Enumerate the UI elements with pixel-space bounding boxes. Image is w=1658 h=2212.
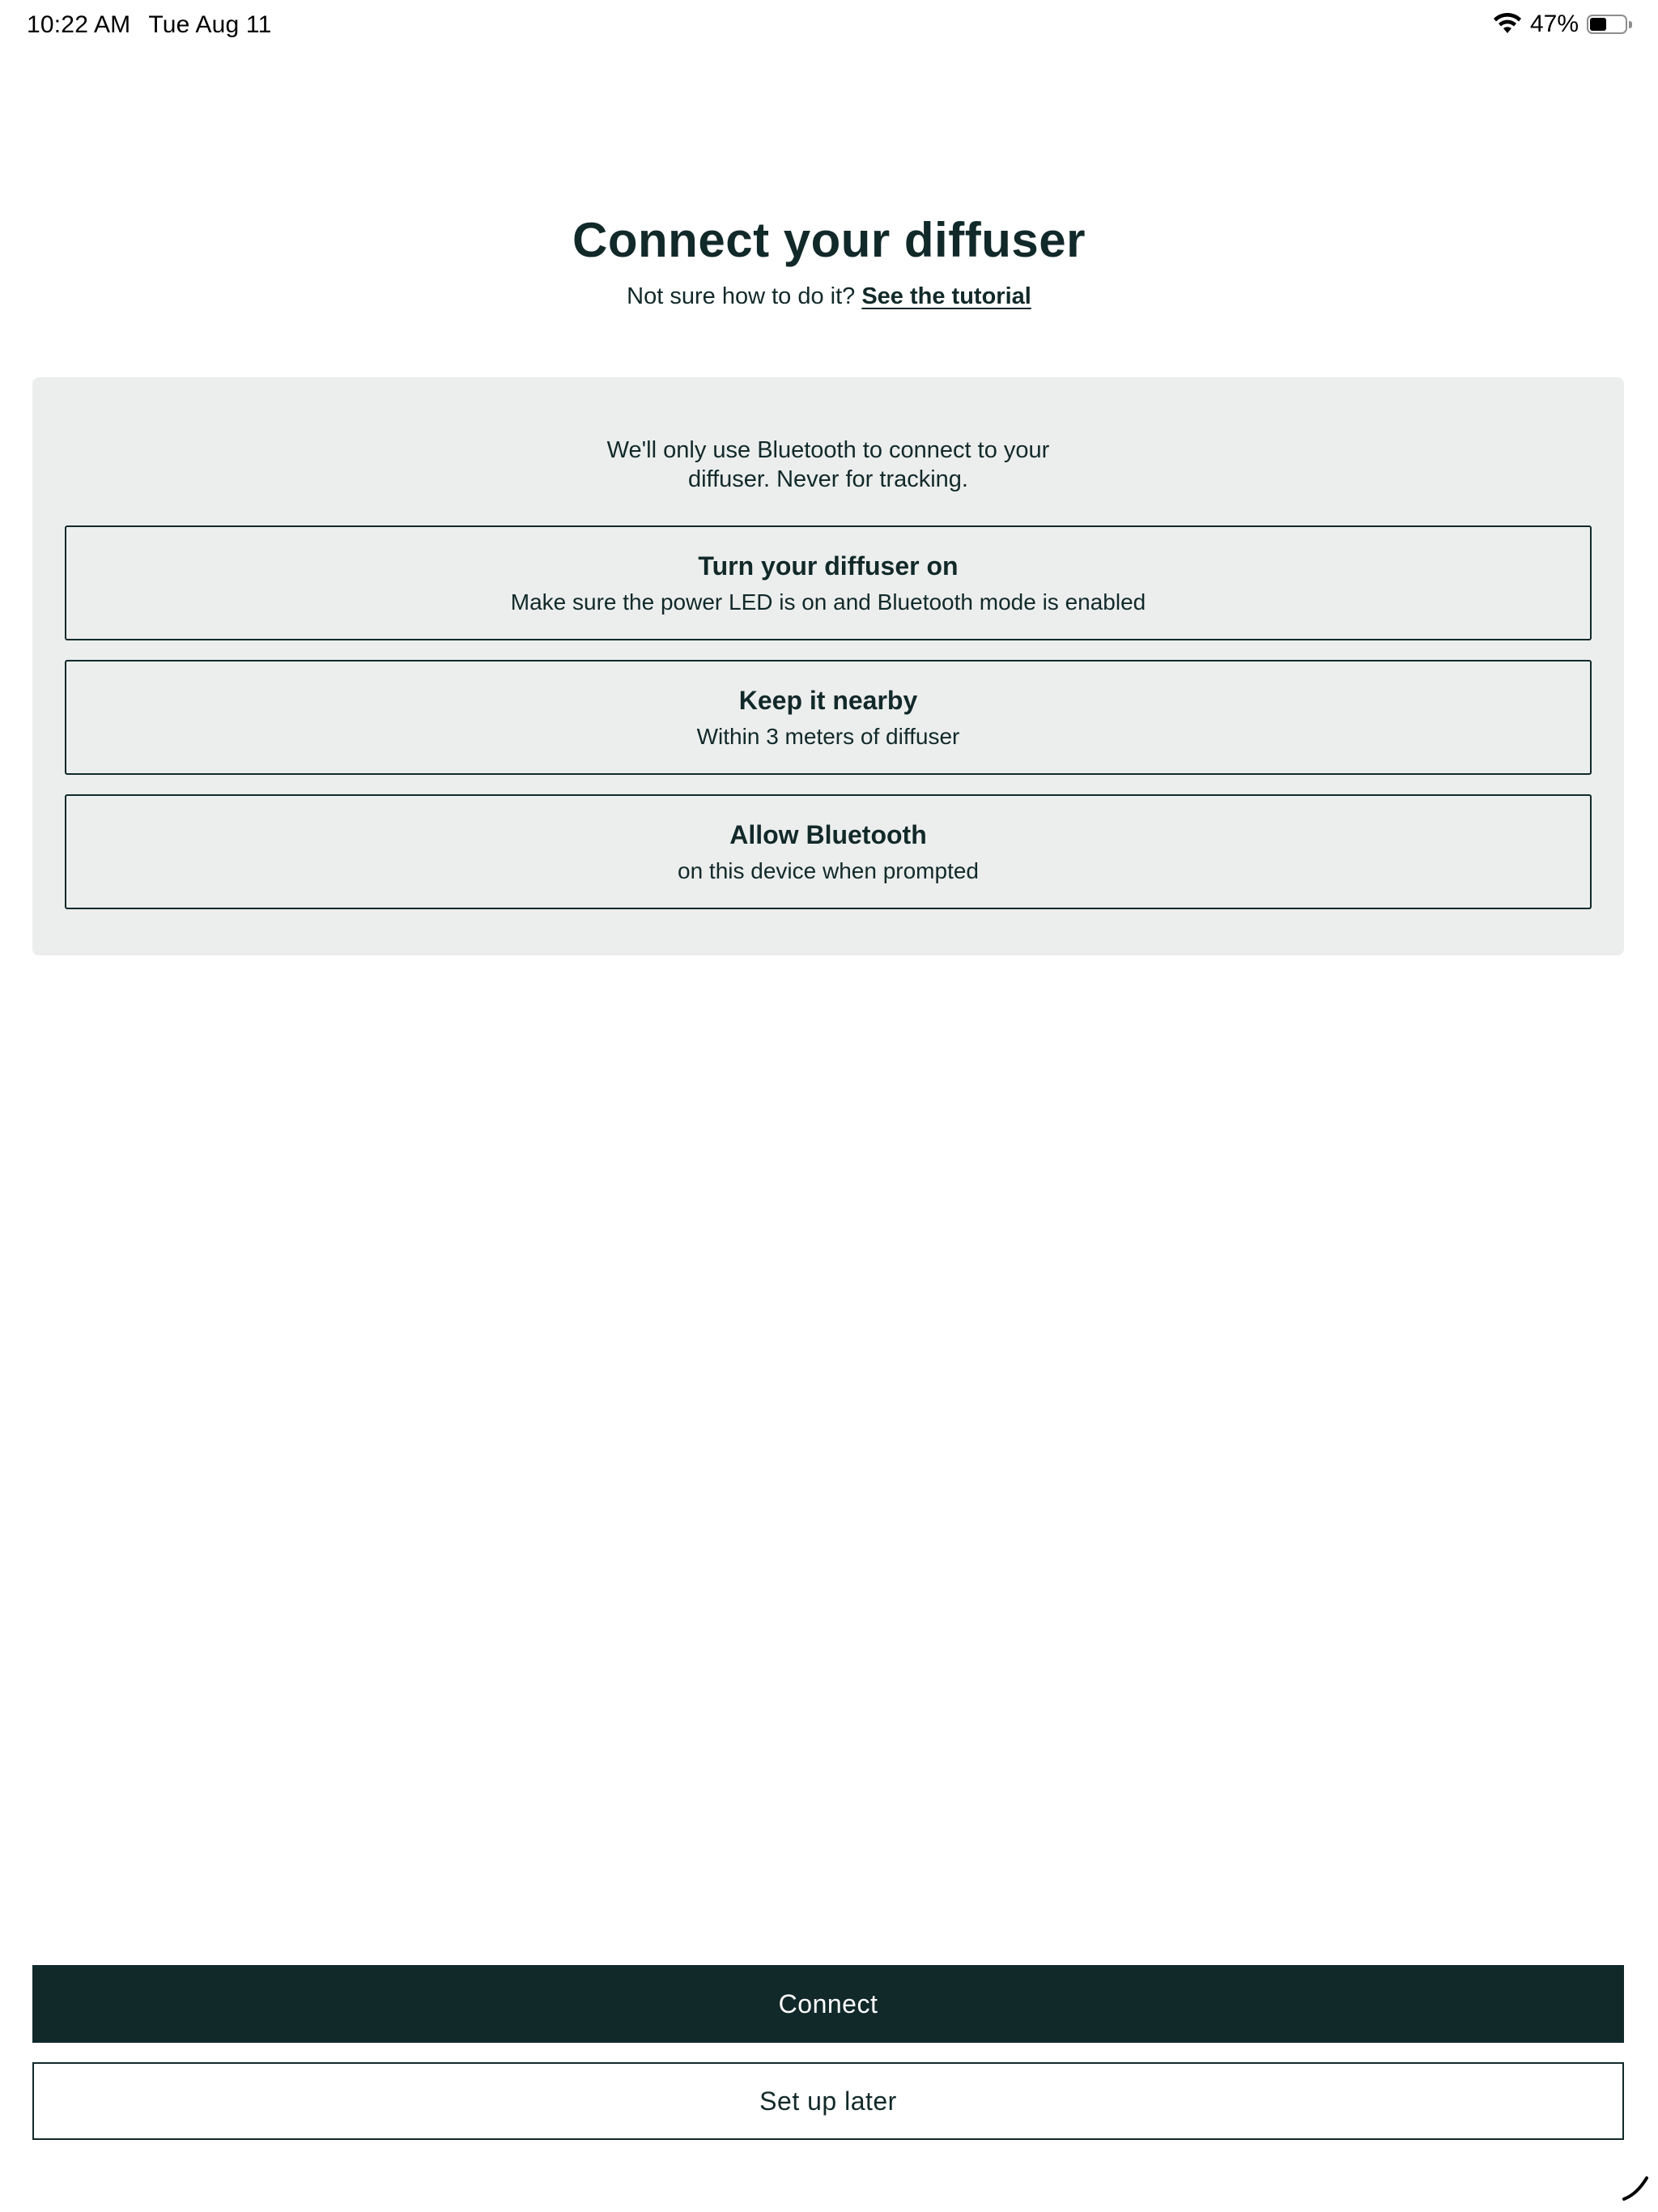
status-bar <box>0 0 1658 53</box>
status-indicators <box>1493 11 1632 38</box>
bluetooth-privacy-note <box>32 436 1624 494</box>
set-up-later-button[interactable]: Set up later <box>32 2062 1624 2140</box>
page-subtitle <box>0 283 1658 310</box>
step-card-allow-bluetooth <box>65 794 1592 909</box>
step-card-keep-nearby <box>65 660 1592 775</box>
step-card-turn-on <box>65 525 1592 640</box>
step-description: Make sure the power LED is on and Bluetooth mode is enabled <box>510 589 1146 615</box>
tutorial-link[interactable]: See the tutorial <box>861 283 1031 309</box>
battery-percent: 47% <box>1529 11 1579 37</box>
step-description: Within 3 meters of diffuser <box>696 724 960 749</box>
step-title: Turn your diffuser on <box>698 551 959 581</box>
battery-level-fill <box>1590 18 1606 31</box>
status-time-date <box>27 11 271 39</box>
status-date: Tue Aug 11 <box>148 11 272 38</box>
loading-spinner-icon <box>1621 2173 1650 2202</box>
step-title: Allow Bluetooth <box>729 820 927 849</box>
connect-button[interactable]: Connect <box>32 1965 1624 2043</box>
privacy-note-line-2: diffuser. Never for tracking. <box>687 466 968 492</box>
privacy-note-line-1: We'll only use Bluetooth to connect to your <box>606 437 1050 463</box>
status-time: 10:22 AM <box>27 11 131 38</box>
info-panel <box>32 377 1624 955</box>
step-title: Keep it nearby <box>738 686 918 715</box>
subtitle-text: Not sure how to do it? <box>627 283 856 309</box>
page-title: Connect your diffuser <box>572 213 1086 267</box>
battery-icon <box>1587 13 1632 36</box>
wifi-icon <box>1493 13 1522 36</box>
step-description: on this device when prompted <box>678 858 979 883</box>
